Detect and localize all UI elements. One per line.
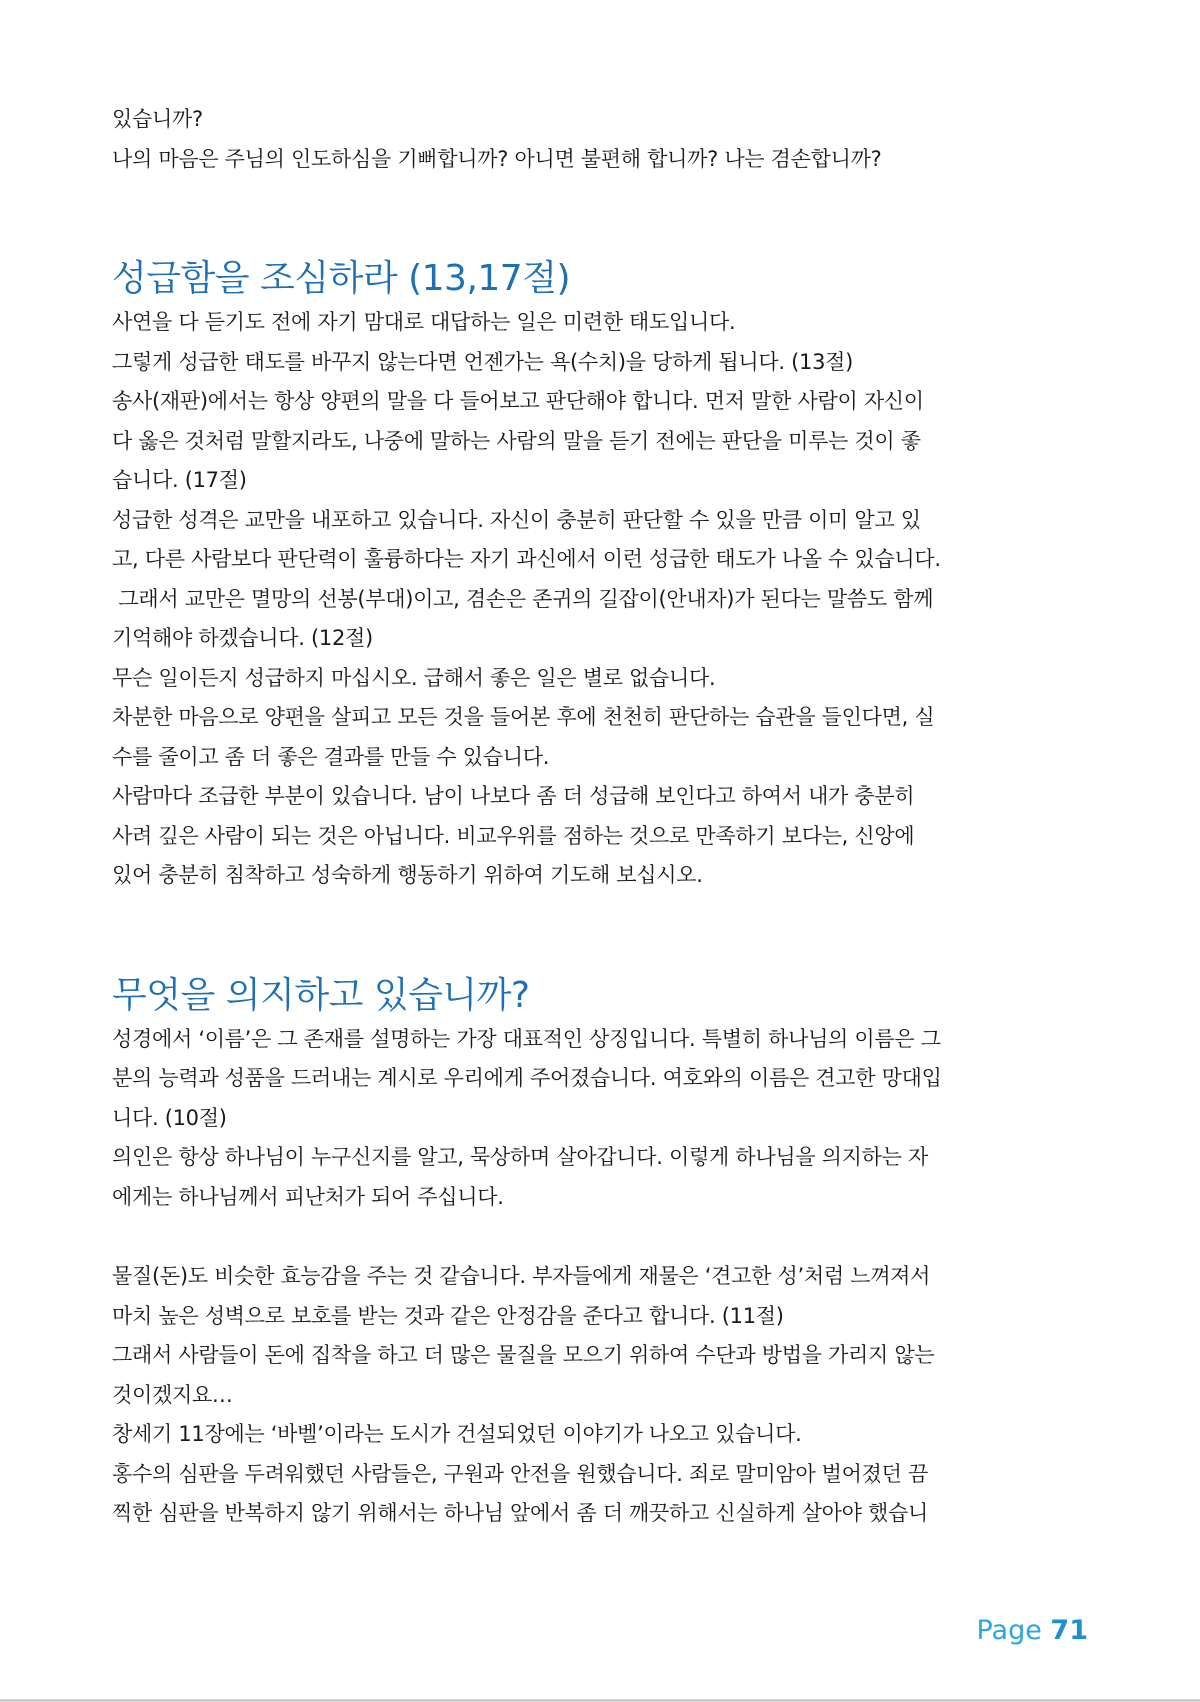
text-line: 그렇게 성급한 태도를 바꾸지 않는다면 언젠가는 욕(수치)을 당하게 됩니다. (13절): [112, 349, 854, 374]
text-line: 기억해야 하겠습니다. (12절): [112, 626, 373, 650]
text-line: 찍한 심판을 반복하지 않기 위해서는 하나님 앞에서 좀 더 깨끗하고 신실하게 살아야 했습니: [112, 1501, 928, 1525]
section-heading: 무엇을 의지하고 있습니까?: [112, 974, 530, 1016]
text-line: 홍수의 심판을 두려워했던 사람들은, 구원과 안전을 원했습니다. 죄로 말미암아 벌어졌던 끔: [112, 1461, 928, 1486]
text-line: 의인은 항상 하나님이 누구신지를 알고, 묵상하며 살아갑니다. 이렇게 하나님을 의지하는 자: [112, 1145, 928, 1169]
text-line: 그래서 사람들이 돈에 집착을 하고 더 많은 물질을 모으기 위하여 수단과 방법을 가리지 않는: [112, 1343, 935, 1367]
text-line: 분의 능력과 성품을 드러내는 계시로 우리에게 주어졌습니다. 여호와의 이름은 견고한 망대입: [112, 1066, 942, 1090]
text-line: 물질(돈)도 비슷한 효능감을 주는 것 같습니다. 부자들에게 재물은 ‘견고한 성’처럼 느껴져서: [112, 1264, 931, 1288]
text-line: 니다. (10절): [112, 1105, 227, 1130]
text-line: 습니다. (17절): [112, 468, 247, 492]
spacer: [112, 1217, 1094, 1257]
text-line: 수를 줄이고 좀 더 좋은 결과를 만들 수 있습니다.: [112, 744, 550, 769]
text-line: 사려 깊은 사람이 되는 것은 아닙니다. 비교우위를 점하는 것으로 만족하기 보다는, 신앙에: [112, 823, 915, 848]
page-number: [976, 1615, 1088, 1646]
text-line: 무슨 일이든지 성급하지 마십시오. 급해서 좋은 일은 별로 없습니다.: [112, 665, 716, 690]
section-hasty: [112, 255, 1094, 896]
text-line: 것이겠지요…: [112, 1382, 233, 1407]
text-line: 다 옳은 것처럼 말할지라도, 나중에 말하는 사람의 말을 듣기 전에는 판단을 미루는 것이 좋: [112, 428, 921, 453]
page-label: Page: [976, 1615, 1042, 1646]
intro-paragraph: [112, 100, 1094, 179]
text-line: 차분한 마음으로 양편을 살피고 모든 것을 들어본 후에 천천히 판단하는 습관을 들인다면, 실: [112, 705, 935, 729]
text-line: 고, 다른 사람보다 판단력이 훌륭하다는 자기 과신에서 이런 성급한 태도가 나올 수 있습니다.: [112, 547, 941, 571]
text-line: 마치 높은 성벽으로 보호를 받는 것과 같은 안정감을 준다고 합니다. (11절): [112, 1303, 784, 1328]
text-line: 사람마다 조급한 부분이 있습니다. 남이 나보다 좀 더 성급해 보인다고 하여서 내가 충분히: [112, 784, 915, 808]
text-line: 있습니까?: [112, 107, 203, 131]
text-line: 성급한 성격은 교만을 내포하고 있습니다. 자신이 충분히 판단할 수 있을 만큼 이미 알고 있: [112, 507, 921, 532]
page-content: [112, 100, 1094, 1534]
section-heading: 성급함을 조심하라 (13,17절): [112, 258, 571, 299]
section-reliance: [112, 972, 1094, 1534]
text-line: 나의 마음은 주님의 인도하심을 기뻐합니까? 아니면 불편해 합니까? 나는 겸손합니까?: [112, 146, 882, 171]
spacer: [112, 896, 1094, 972]
text-line: 사연을 다 듣기도 전에 자기 맘대로 대답하는 일은 미련한 태도입니다.: [112, 310, 736, 334]
text-line: 창세기 11장에는 ‘바벨’이라는 도시가 건설되었던 이야기가 나오고 있습니다.: [112, 1422, 802, 1446]
page-number-value: 71: [1050, 1615, 1088, 1646]
spacer: [112, 179, 1094, 255]
text-line: 성경에서 ‘이름’은 그 존재를 설명하는 가장 대표적인 상징입니다. 특별히 하나님의 이름은 그: [112, 1026, 941, 1051]
text-line: 그래서 교만은 멸망의 선봉(부대)이고, 겸손은 존귀의 길잡이(안내자)가 된다는 말씀도 함께: [112, 586, 934, 611]
text-line: 에게는 하나님께서 피난처가 되어 주십니다.: [112, 1184, 504, 1209]
text-line: 송사(재판)에서는 항상 양편의 말을 다 들어보고 판단해야 합니다. 먼저 말한 사람이 자신이: [112, 389, 924, 413]
text-line: 있어 충분히 침착하고 성숙하게 행동하기 위하여 기도해 보십시오.: [112, 863, 703, 887]
